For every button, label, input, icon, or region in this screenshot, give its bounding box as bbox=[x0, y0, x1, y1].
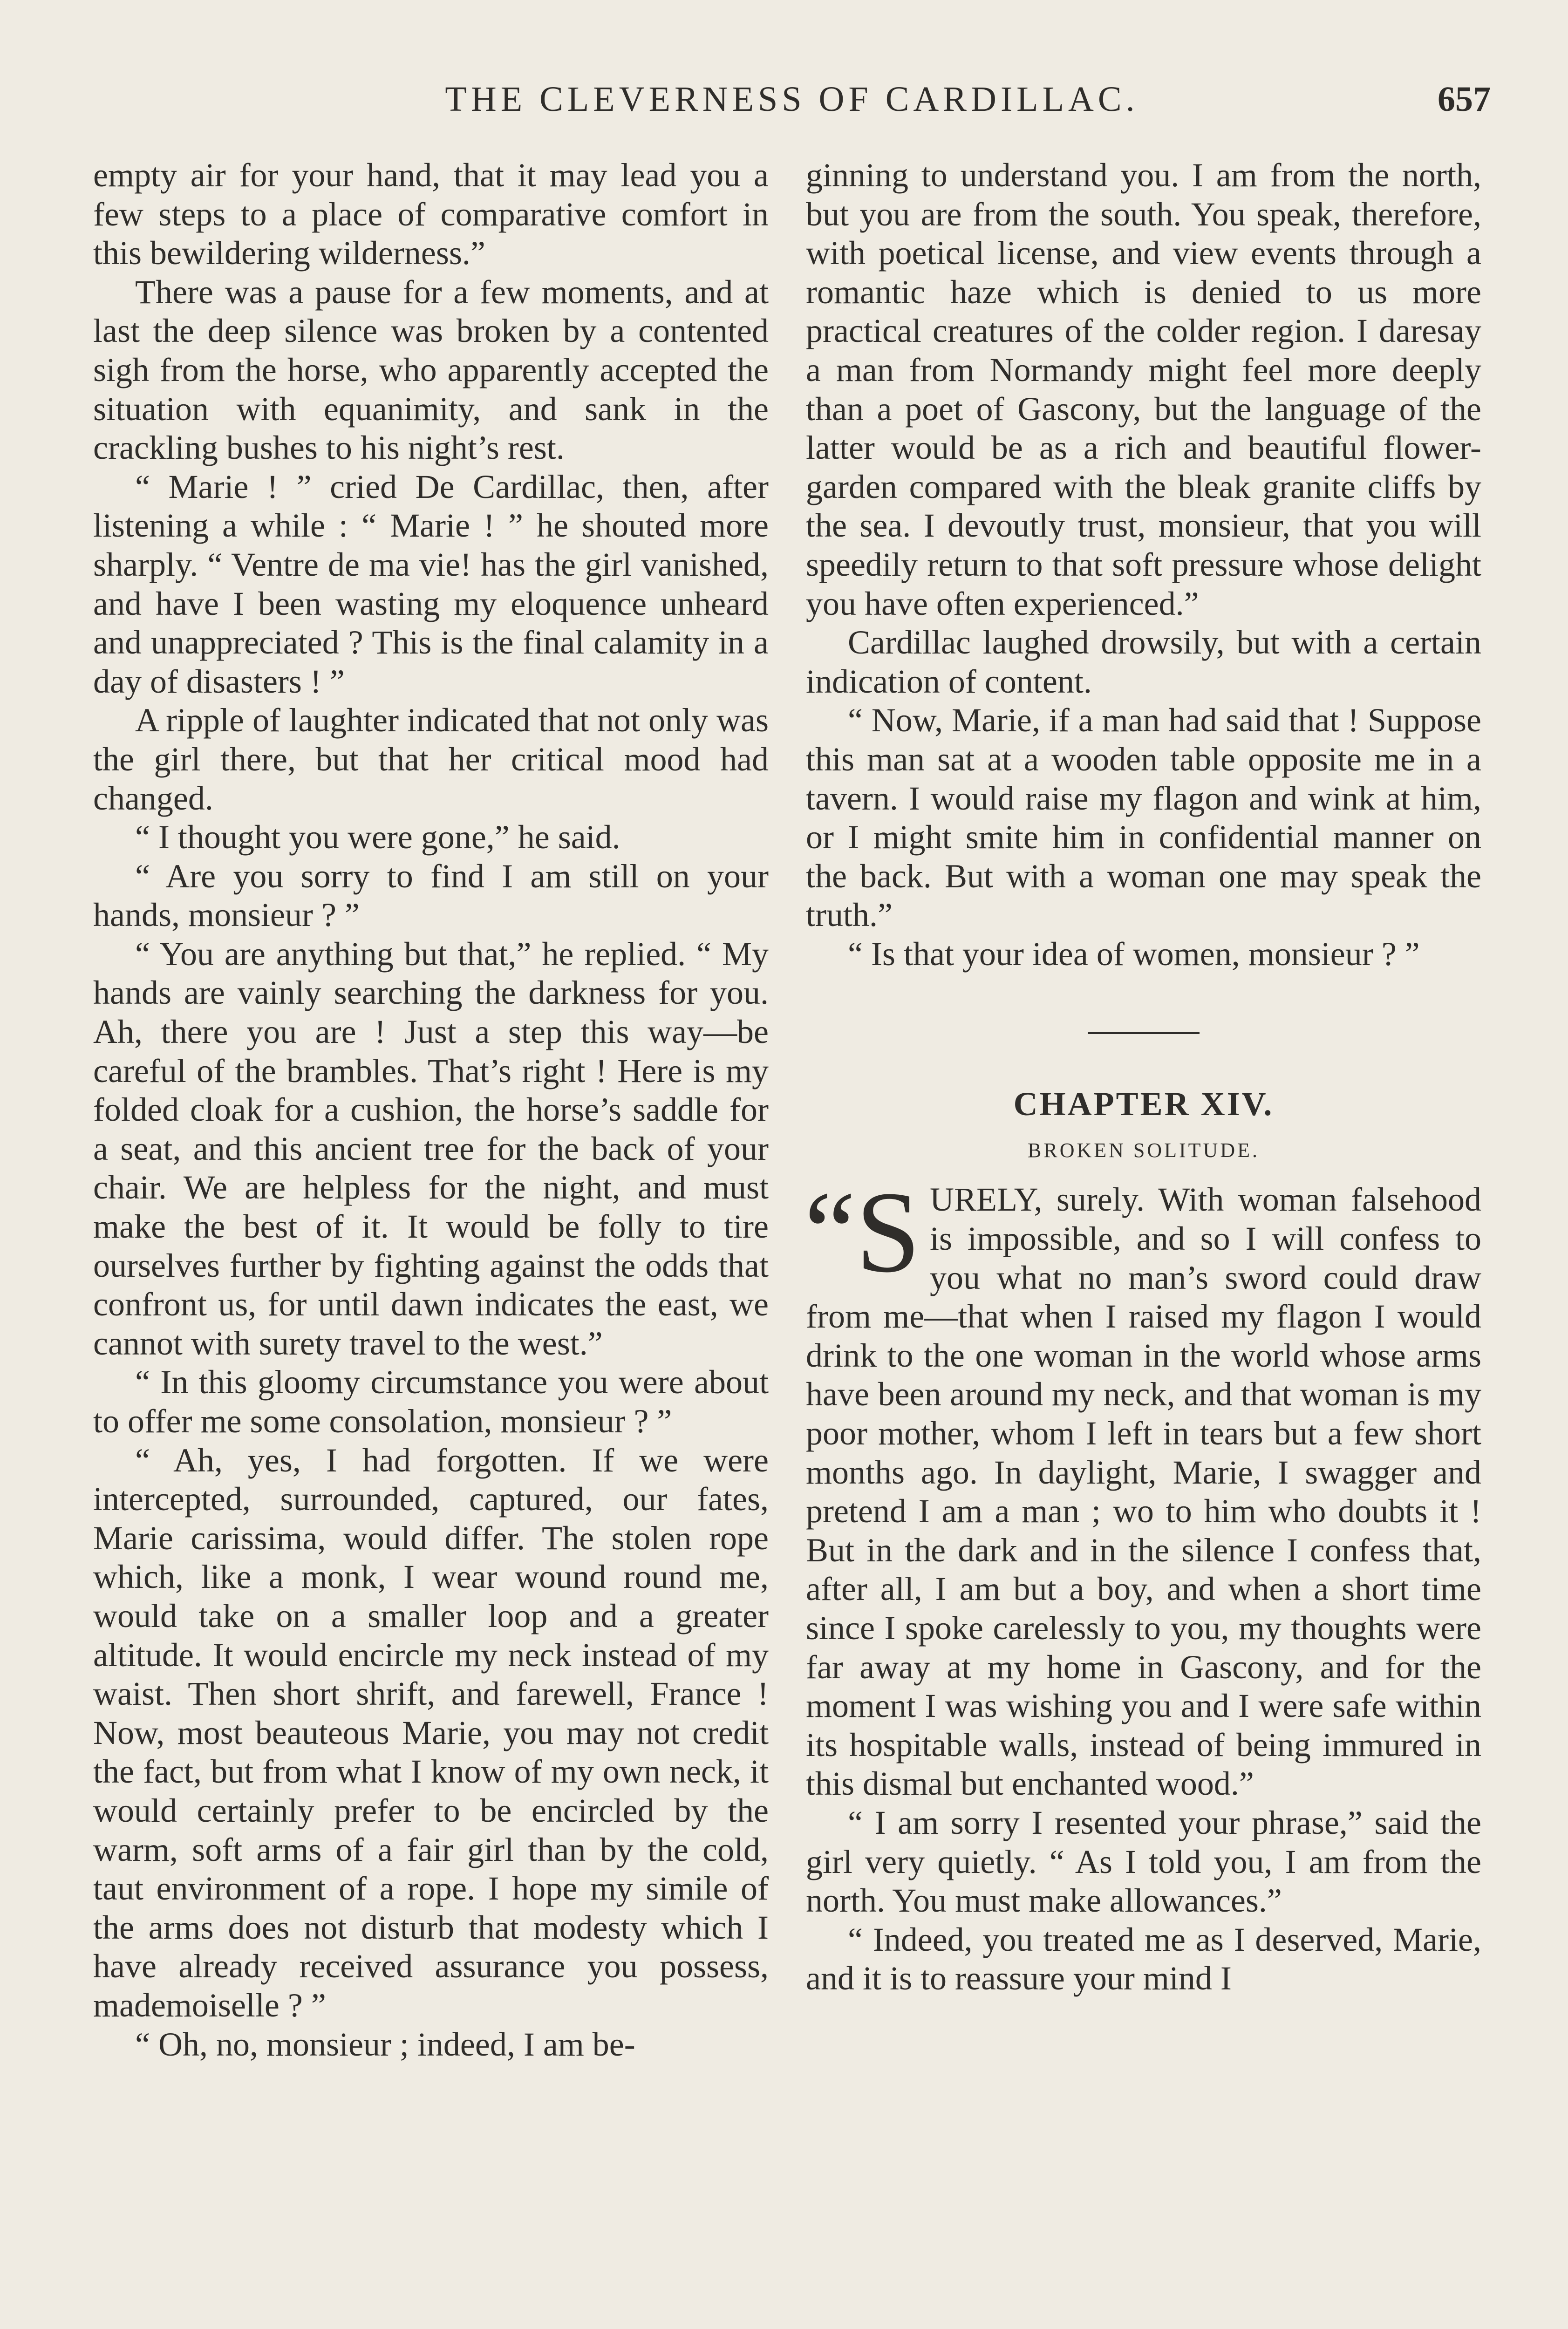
chapter-subtitle: BROKEN SOLITUDE. bbox=[1028, 1139, 1260, 1162]
paragraph: “ Oh, no, monsieur ; indeed, I am be- bbox=[135, 2025, 635, 2063]
drop-cap-quote: “ bbox=[804, 1168, 856, 1297]
drop-cap-letter: S bbox=[855, 1168, 921, 1297]
paragraph: A ripple of laughter indicated that not only was the girl there, but that her critical mood had changed. bbox=[93, 701, 769, 817]
paragraph: “ In this gloomy circumstance you were about to offer me some consolation, monsieur ? ” bbox=[93, 1363, 769, 1440]
paragraph: ginning to understand you. I am from the north, but you are from the south. You speak, therefore, with poetical license, and view events through a romantic haze which is denied to us more practical creatures of the colder region. I daresay a man from Normandy might feel more deeply than a poet of Gascony, but the language of the latter would be as a rich and beautiful flower-garden compared with the bleak granite cliffs by the sea. I devoutly trust, monsieur, that you will speedily return to that soft pressure whose delight you have often experienced.” bbox=[806, 157, 1481, 622]
chapter-opening-text: URELY, surely. With woman falsehood is impossible, and so I will confess to you what no man’s sword could draw from me—that when I raised my flagon I would drink to the one woman in the world whose arms have been around my neck, and that woman is my poor mother, whom I left in tears but a few short months ago. In daylight, Marie, I swagger and pretend I am a man ; wo to him who doubts it ! But in the dark and in the silence I confess that, after all, I am but a boy, and when a short time since I spoke carelessly to you, my thoughts were far away at my home in Gascony, and for the moment I was wishing you and I were safe within its hospitable walls, instead of being immured in this dismal but enchanted wood.” bbox=[806, 1181, 1481, 1803]
paragraph: empty air for your hand, that it may lead you a few steps to a place of comparative comfort in this bewildering wilderness.” bbox=[93, 157, 769, 272]
page-number: 657 bbox=[1438, 80, 1491, 119]
chapter-title: CHAPTER XIV. bbox=[1013, 1085, 1274, 1123]
paragraph: “ I thought you were gone,” he said. bbox=[135, 818, 620, 856]
paragraph: “ I am sorry I resented your phrase,” said the girl very quietly. “ As I told you, I am from the north. You must make allowances.” bbox=[806, 1804, 1481, 1920]
section-divider bbox=[1088, 1032, 1200, 1034]
paragraph: “ Indeed, you treated me as I deserved, Marie, and it is to reassure your mind I bbox=[806, 1920, 1481, 1997]
left-column bbox=[93, 156, 769, 2064]
page-header bbox=[93, 79, 1491, 144]
paragraph: There was a pause for a few moments, and at last the deep silence was broken by a contented sigh from the horse, who apparently accepted the situation with equanimity, and sank in the crackling bushes to his night’s rest. bbox=[93, 273, 769, 467]
paragraph: “ Now, Marie, if a man had said that ! Suppose this man sat at a wooden table opposite me in a tavern. I would raise my flagon and wink at him, or I might smite him in confidential manner on the back. But with a woman one may speak the truth.” bbox=[806, 701, 1481, 934]
paragraph: “ Is that your idea of women, monsieur ? ” bbox=[848, 935, 1420, 973]
paragraph: Cardillac laughed drowsily, but with a certain indication of content. bbox=[806, 624, 1481, 700]
paragraph: “ You are anything but that,” he replied. “ My hands are vainly searching the darkness for you. Ah, there you are ! Just a step this way—be careful of the brambles. That’s right ! Here is my folded cloak for a cushion, the horse’s saddle for a seat, and this ancient tree for the back of your chair. We are helpless for the night, and must make the best of it. It would be folly to tire ourselves further by fighting against the odds that confront us, for until dawn indicates the east, we cannot with surety travel to the west.” bbox=[93, 935, 769, 1362]
chapter-opening-paragraph bbox=[804, 1168, 1481, 1804]
right-column bbox=[806, 156, 1481, 1998]
drop-cap bbox=[804, 1168, 921, 1297]
paragraph: “ Ah, yes, I had forgotten. If we were intercepted, surrounded, captured, our fates, Marie carissima, would differ. The stolen rope which, like a monk, I wear wound round me, would take on a smaller loop and a greater altitude. It would encircle my neck instead of my waist. Then short shrift, and farewell, France ! Now, most beauteous Marie, you may not credit the fact, but from what I know of my own neck, it would certainly prefer to be encircled by the warm, soft arms of a fair girl than by the cold, taut environment of a rope. I hope my simile of the arms does not disturb that modesty which I have already received assurance you possess, mademoiselle ? ” bbox=[93, 1441, 769, 2024]
running-head: THE CLEVERNESS OF CARDILLAC. bbox=[445, 80, 1139, 119]
paragraph: “ Are you sorry to find I am still on your hands, monsieur ? ” bbox=[93, 857, 769, 934]
paragraph: “ Marie ! ” cried De Cardillac, then, after listening a while : “ Marie ! ” he shouted more sharply. “ Ventre de ma vie! has the girl vanished, and have I been wasting my eloquence unheard and unappreciated ? This is the final calamity in a day of disasters ! ” bbox=[93, 468, 769, 700]
